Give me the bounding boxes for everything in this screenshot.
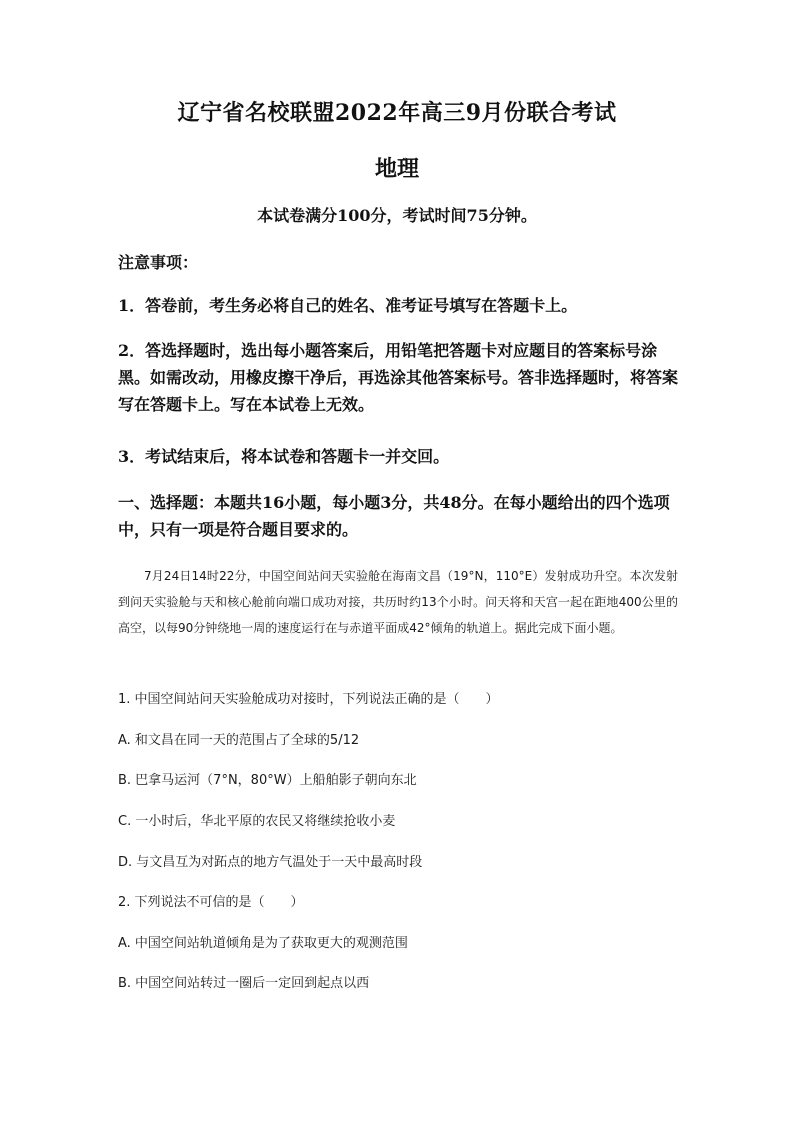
notes-heading: 注意事项： (118, 253, 199, 272)
question-2-option-a: A. 中国空间站轨道倾角是为了获取更大的观测范围 (118, 936, 408, 951)
exam-info: 本试卷满分100分，考试时间75分钟。 (257, 206, 537, 225)
subject-title: 地理 (374, 156, 419, 182)
question-2-stem: 2. 下列说法不可信的是（ ） (118, 895, 304, 910)
question-1-option-d: D. 与文昌互为对跖点的地方气温处于一天中最高时段 (118, 855, 423, 870)
question-1-option-c: C. 一小时后，华北平原的农民又将继续抢收小麦 (118, 814, 396, 829)
note-item-3: 3．考试结束后，将本试卷和答题卡一并交回。 (118, 447, 450, 466)
question-1-stem: 1. 中国空间站问天实验舱成功对接时，下列说法正确的是（ ） (118, 692, 499, 707)
exam-title: 辽宁省名校联盟2022年高三9月份联合考试 (177, 100, 617, 126)
question-2-option-b: B. 中国空间站转过一圈后一定回到起点以西 (118, 976, 370, 991)
section-heading: 一、选择题：本题共16小题，每小题3分，共48分。在每小题给出的四个选项中，只有一项是符合题目要求的。 (118, 493, 670, 539)
question-1-option-b: B. 巴拿马运河（7°N，80°W）上船舶影子朝向东北 (118, 773, 417, 788)
note-item-1: 1．答卷前，考生务必将自己的姓名、准考证号填写在答题卡上。 (118, 296, 578, 315)
question-1-option-a: A. 和文昌在同一天的范围占了全球的5/12 (118, 733, 360, 748)
reading-material: 7月24日14时22分，中国空间站问天实验舱在海南文昌（19°N，110°E）发射成功升空。本次发射到问天实验舱与天和核心舱前向端口成功对接，共历时约13个小时。问天将和天宫一起在距地400公里的高空，以每90分钟绕地一周的速度运行在与赤道平面成42°倾角的轨道上。据此完成下面小题。 (118, 569, 678, 635)
note-item-2: 2．答选择题时，选出每小题答案后，用铅笔把答题卡对应题目的答案标号涂黑。如需改动，用橡皮擦干净后，再选涂其他答案标号。答非选择题时，将答案写在答题卡上。写在本试卷上无效。 (118, 341, 679, 414)
